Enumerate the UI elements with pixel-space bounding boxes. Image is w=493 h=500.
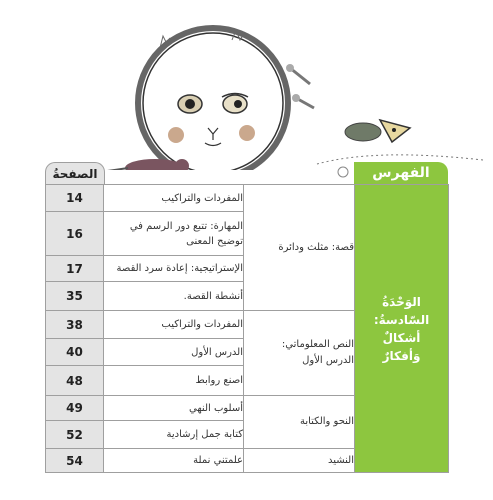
topic-cell: أنشطة القصة.	[104, 282, 244, 311]
page-number: 54	[46, 449, 104, 473]
triangle-fish-illustration	[345, 120, 410, 142]
topic-cell: المفردات والتراكيب	[104, 185, 244, 212]
topic-cell: المهارة: تتبع دور الرسم في توضيح المعنى	[104, 212, 244, 256]
page-number: 14	[46, 185, 104, 212]
section-anthem: النشيد	[244, 449, 355, 473]
section-info-text-line1: النص المعلوماتي:	[281, 339, 354, 350]
unit-title-line2: السّادسةُ: أشكالٌ	[373, 312, 430, 345]
page-number: 40	[46, 339, 104, 366]
topic-cell: الإستراتيجية: إعادة سرد القصة	[104, 256, 244, 282]
topic-cell: كتابة جمل إرشادية	[104, 421, 244, 449]
circle-face-illustration	[0, 0, 493, 170]
index-title: الفهرس	[354, 162, 448, 184]
index-table	[45, 184, 449, 473]
topic-cell: المفردات والتراكيب	[104, 311, 244, 339]
topic-cell: أسلوب النهي	[104, 396, 244, 421]
topic-cell: اصنع روابط	[104, 366, 244, 396]
page-number: 48	[46, 366, 104, 396]
section-story: قصة: مثلث ودائرة	[244, 185, 355, 311]
topic-cell: الدرس الأول	[104, 339, 244, 366]
unit-title	[355, 185, 449, 473]
table-row	[46, 185, 449, 212]
page-number: 17	[46, 256, 104, 282]
topic-cell: علمتني نملة	[104, 449, 244, 473]
section-grammar: النحو والكتابة	[244, 396, 355, 449]
page-number: 52	[46, 421, 104, 449]
page-number: 16	[46, 212, 104, 256]
section-info-text	[244, 311, 355, 396]
section-info-text-line2: الدرس الأول	[302, 355, 354, 366]
page-number: 35	[46, 282, 104, 311]
page-column-header: الصفحةُ	[45, 162, 105, 185]
page-number: 38	[46, 311, 104, 339]
page-number: 49	[46, 396, 104, 421]
unit-title-line1: الوَحْدَةُ	[382, 294, 421, 309]
unit-title-line3: وَأفكارٌ	[382, 348, 421, 363]
